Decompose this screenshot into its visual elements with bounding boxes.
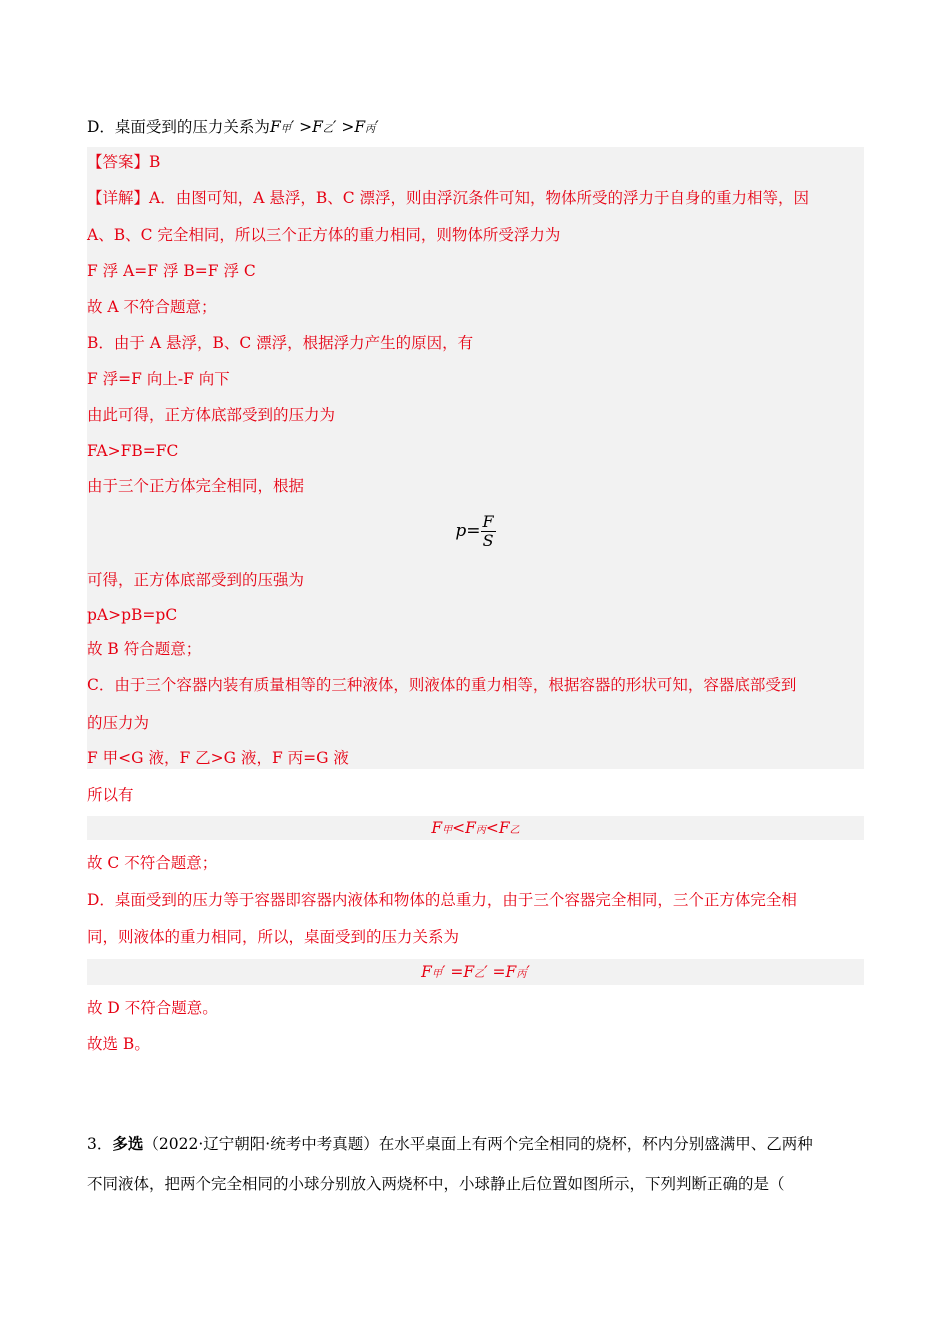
option-d-expr-sub2: 乙 — [322, 124, 333, 135]
detail-line-1: 【详解】A．由图可知，A 悬浮，B、C 漂浮，则由浮沉条件可知，物体所受的浮力于自身的重力相等，因 — [87, 189, 809, 207]
equation-2 — [87, 961, 864, 986]
detail-line-14: 的压力为 — [87, 714, 150, 732]
option-d-expr-f2: F — [312, 118, 323, 136]
question-number: 3． — [87, 1135, 113, 1153]
formula-fraction — [481, 513, 496, 550]
detail-line-10: 可得，正方体底部受到的压强为 — [87, 571, 305, 589]
eq2-f3: F — [505, 963, 517, 981]
detail-line-11: pA>pB=pC — [87, 606, 178, 624]
option-d-expr-f3: F — [354, 118, 366, 136]
eq1-f3: F — [498, 819, 510, 837]
detail-line-6: F 浮=F 向上-F 向下 — [87, 370, 230, 388]
eq1-sub2: 丙 — [475, 825, 486, 836]
eq1-sub3: 乙 — [509, 825, 520, 836]
eq2-op1: ′ = — [441, 963, 464, 981]
question-tag: 多选 — [112, 1134, 144, 1153]
question-text-1: 在水平桌面上有两个完全相同的烧杯，杯内分别盛满甲、乙两种 — [378, 1135, 813, 1153]
detail-line-12: 故 B 符合题意； — [87, 640, 202, 658]
eq2-f2: F — [463, 963, 475, 981]
option-d-expr-sub3: 丙 — [365, 124, 376, 135]
detail-line-15: F 甲<G 液，F 乙>G 液，F 丙=G 液 — [87, 749, 349, 767]
detail-line-5: B．由于 A 悬浮，B、C 漂浮，根据浮力产生的原因，有 — [87, 334, 474, 352]
question-3-line-2: 不同液体，把两个完全相同的小球分别放入两烧杯中，小球静止后位置如图所示，下列判断正确的是（ — [87, 1175, 785, 1193]
detail-line-9: 由于三个正方体完全相同，根据 — [87, 477, 305, 495]
eq2-sub2: 乙 — [474, 969, 485, 980]
eq2-sub3: 丙 — [516, 969, 527, 980]
eq2-op2: ′ = — [484, 963, 506, 981]
detail-line-3: F 浮 A=F 浮 B=F 浮 C — [87, 262, 256, 280]
option-d-expr-prime: ′ — [375, 118, 379, 136]
detail-line-16: 所以有 — [87, 786, 134, 804]
formula-lhs: p= — [455, 521, 481, 541]
eq2-f1: F — [421, 963, 432, 981]
equation-1 — [87, 817, 864, 842]
detail-line-17: 故 C 不符合题意； — [87, 854, 218, 872]
detail-line-7: 由此可得，正方体底部受到的压力为 — [87, 406, 336, 424]
option-d — [87, 116, 379, 141]
question-3-line-1 — [87, 1133, 813, 1155]
eq2-prime: ′ — [526, 963, 530, 981]
option-d-expr-f1: F — [269, 118, 281, 136]
option-d-expr-sub1: 甲 — [280, 124, 291, 135]
option-d-prefix: D．桌面受到的压力关系为 — [87, 118, 270, 136]
formula-numerator: F — [482, 511, 494, 531]
eq1-op1: < — [452, 819, 466, 837]
option-d-expr-op1: ′ > — [290, 118, 313, 136]
eq1-f2: F — [465, 819, 476, 837]
detail-line-2: A、B、C 完全相同，所以三个正方体的重力相同，则物体所受浮力为 — [87, 226, 561, 244]
eq1-op2: < — [485, 819, 499, 837]
detail-line-20: 故 D 不符合题意。 — [87, 999, 218, 1017]
eq1-sub1: 甲 — [442, 825, 453, 836]
detail-line-8: FA>FB=FC — [87, 442, 179, 460]
answer-line: 【答案】B — [87, 153, 161, 171]
detail-line-4: 故 A 不符合题意； — [87, 298, 217, 316]
pressure-formula — [87, 510, 864, 551]
question-source: （2022·辽宁朝阳·统考中考真题） — [143, 1135, 379, 1153]
eq1-f1: F — [431, 819, 443, 837]
detail-line-18: D．桌面受到的压力等于容器即容器内液体和物体的总重力，由于三个容器完全相同，三个正方体完全相 — [87, 891, 797, 909]
formula-denominator: S — [482, 530, 494, 550]
detail-line-19: 同，则液体的重力相同，所以，桌面受到的压力关系为 — [87, 928, 460, 946]
eq2-sub1: 甲 — [431, 969, 442, 980]
detail-line-13: C．由于三个容器内装有质量相等的三种液体，则液体的重力相等，根据容器的形状可知，容器底部受到 — [87, 676, 797, 694]
detail-line-21: 故选 B。 — [87, 1035, 150, 1053]
option-d-expr-op2: ′ > — [332, 118, 355, 136]
